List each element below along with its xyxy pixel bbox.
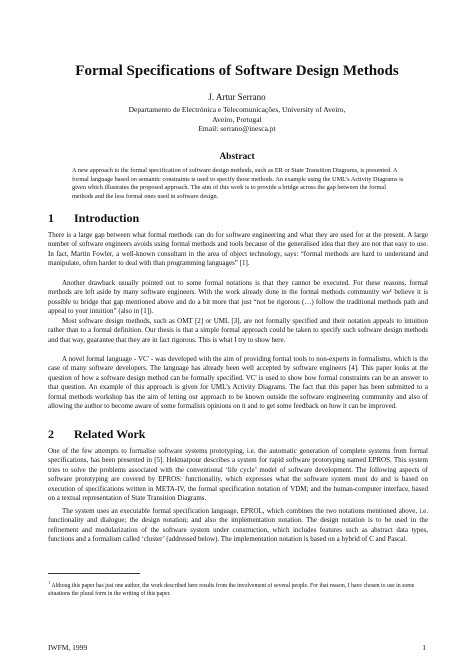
affiliation-line: Aveiro, Portugal xyxy=(212,114,262,124)
author-name: J. Artur Serrano xyxy=(208,92,266,102)
footnote xyxy=(48,579,430,599)
body-paragraph: There is a large gap between what formal methods can do for software engineering and what they are used for at the present. A large number of software engineers avoids using formal methods and tools because of the generalised idea that they are not that easy to use. In fact, Martin Fowler, a well-known consultant in the area of object technology, says: “formal methods are hard to understand and manipulate, often harder to deal with than programming languages” [1]. xyxy=(48,231,428,268)
page-number: 1 xyxy=(422,643,426,652)
section-heading xyxy=(48,427,145,442)
body-paragraph: One of the few attempts to formalise software systems prototyping, i.e. the automatic generation of complete systems from formal specifications, has been presented in [5]. Hekmatpour describes a system for rapid software prototyping named EPROS. This system tries to solve the problems associated with the conventional ‘life cycle’ model of software development. The following aspects of software prototyping are covered by EPROS: functionality, which expresses what the software system must do and is based on execution of specifications written in META-IV, the formal specification notation of VDM; and the human-computer interface, based on a textual representation of State Transition Diagrams. xyxy=(48,447,428,503)
abstract-heading: Abstract xyxy=(219,152,255,162)
footer-venue: IWFM, 1999 xyxy=(48,643,88,652)
body-paragraph: Another drawback usually pointed out to some formal notations is that they cannot be executed. For these reasons, formal methods are left aside by many software engineers. With the work already done in the formal methods community we¹ believe it is possible to bridge that gap mentioned above and do a bit more that just “not be rigorous (…) follow the traditional methods path and appeal to your intuition” (also in [1]). xyxy=(48,279,428,316)
section-heading xyxy=(48,211,139,226)
section-title: Introduction xyxy=(74,211,140,225)
author-email: Email: serrano@inesca.pt xyxy=(198,124,276,134)
section-title: Related Work xyxy=(74,427,146,441)
footnote-mark: 1 xyxy=(48,580,51,585)
footnote-rule xyxy=(48,573,140,574)
paper-title: Formal Specifications of Software Design Methods xyxy=(75,63,399,79)
footnote-text: Althoug this paper has just one author, the work described here results from the involvement of several people. For that reason, I have chosen to use in some situations the plural form in the writing of this paper. xyxy=(48,582,415,598)
author-affiliation xyxy=(0,105,474,134)
section-number: 2 xyxy=(48,427,54,441)
section-number: 1 xyxy=(48,211,54,225)
body-paragraph: Most software design methods, such as OMT [2] or UML [3], are not formally specified and their notation appeals to intuition rather than to a formal definition. Our thesis is that a simple formal approach could be taken to specify such software design methods and that way, guarantee that they are in fact rigorous. This is what I try to show here. xyxy=(48,317,428,344)
abstract-text: A new approach to the formal specification of software design methods, such as ER or State Transition Diagrams, is presented. A formal language based on semantic constraints is used to specify those methods. An example using the UML's Activity Diagrams is given which illustrates the proposed approach. The aim of this work is to provide a bridge across the gap between the formal methods and the less formal ones used in software design. xyxy=(72,167,404,200)
affiliation-line: Departamento de Electrónica e Telecomunicações, University of Aveiro, xyxy=(128,105,346,114)
body-paragraph: The system uses an executable formal specification language, EPROL, which combines the two notations mentioned above, i.e. functionality and dialogue; the design notation; and also the implementation notation. The design notation is to be used in the refinement and modularization of the software system under construction, which includes features such as abstract data types, functions and a formalism called ‘cluster’ (addressed below). The implementation notation is based on a hybrid of C and Pascal. xyxy=(48,507,428,544)
body-paragraph: A novel formal language - VC' - was developed with the aim of providing formal tools to non-experts in formalisms, which is the case of many software developers. The language has already been well accepted by software engineers [4]. This paper looks at the question of how a software design method can be formally specified. VC' is used to show how formal constraints can be an answer to that question. An example of this approach is given for UML's Activity Diagrams. The fact that this paper has been submitted to a formal methods workshop has the aim of letting our approach to be known outside the software engineering community and also of allowing the author to become aware of some formalists opinions on it and to get some feedback on how it can be improved. xyxy=(48,355,428,411)
